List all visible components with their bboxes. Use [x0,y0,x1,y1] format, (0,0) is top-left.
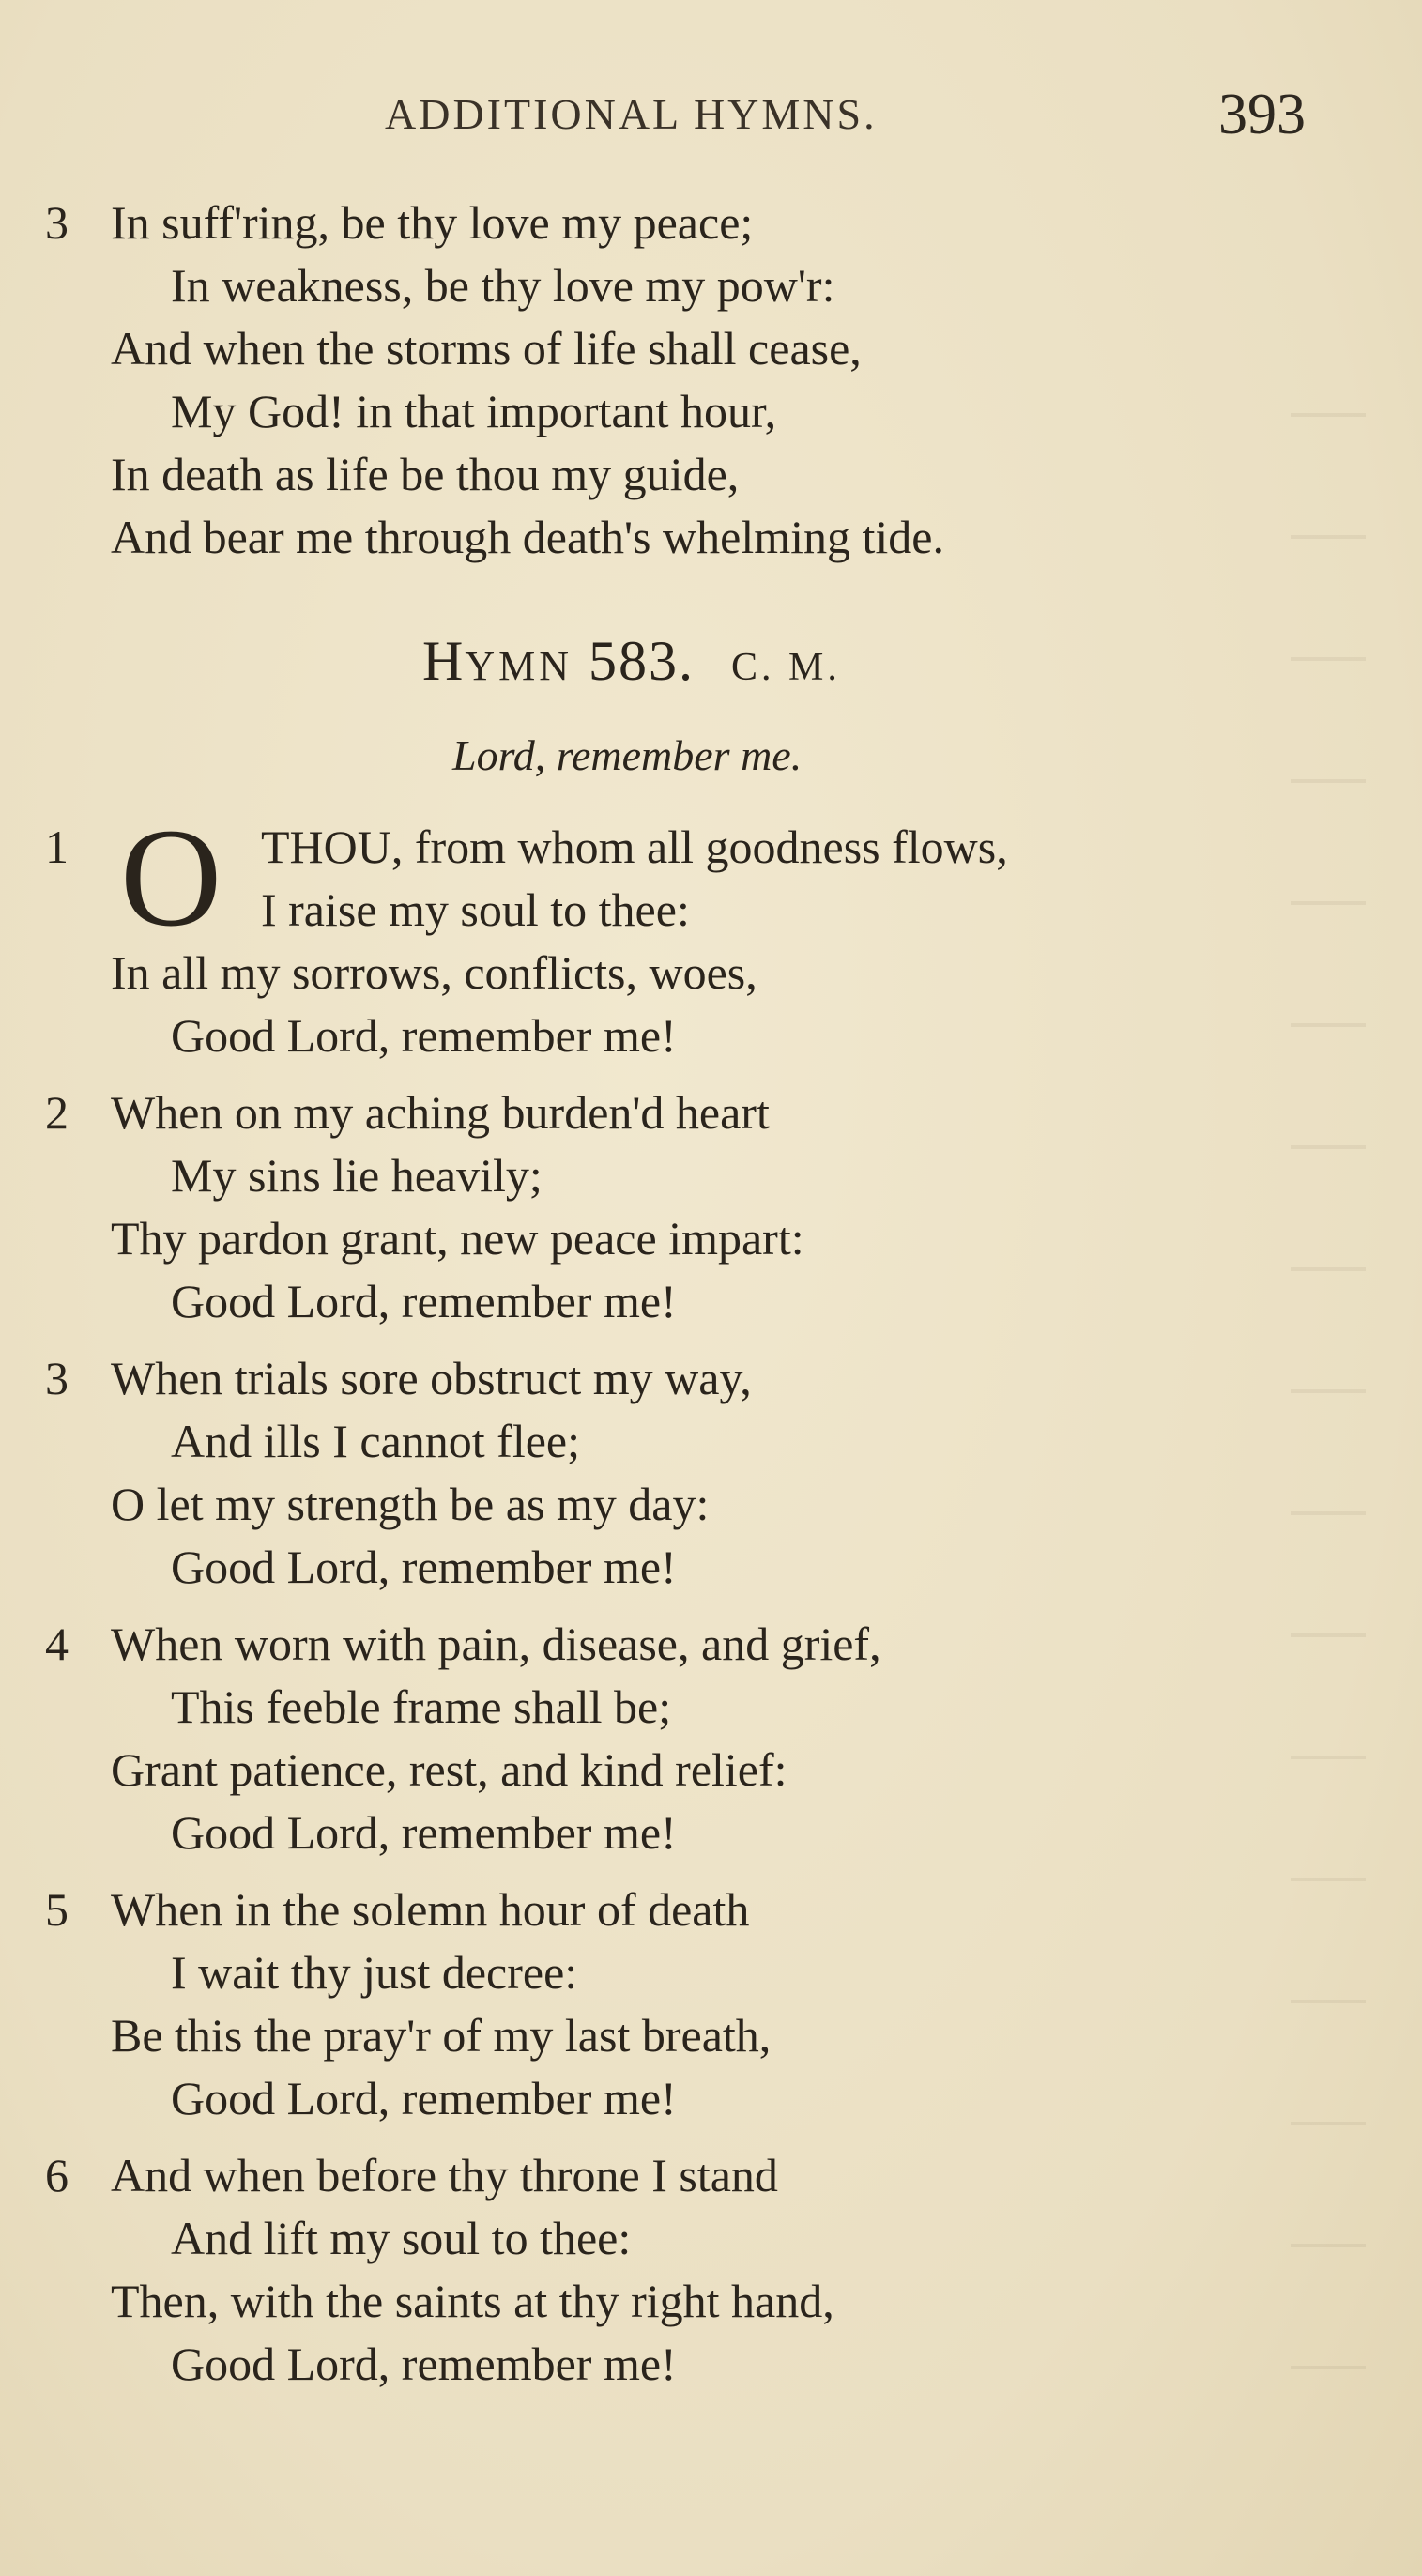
hymn-subtitle: Lord, remember me. [452,731,803,779]
running-head: ADDITIONAL HYMNS. [385,90,878,138]
page-header [0,83,1422,155]
show-through-text [1291,357,1366,2422]
hymn-title-word: YMN [465,643,573,689]
verse-line: THOU, from whom all goodness flows, [261,820,1008,873]
verse-line: I raise my soul to thee: [261,883,690,936]
verse-number: 3 [45,196,69,249]
verse-line: Good Lord, remember me! [171,2338,677,2390]
verse-line: And when before thy throne I stand [111,2149,778,2201]
verse-line: This feeble frame shall be; [171,1680,672,1733]
hymn-title [422,629,841,694]
verse-line: Thy pardon grant, new peace impart: [111,1212,804,1265]
verse-line: My God! in that important hour, [171,385,777,437]
verse-line: And lift my soul to thee: [171,2212,632,2264]
page-number: 393 [1218,83,1306,146]
verse-line: I wait thy just decree: [171,1946,578,1999]
verse-line: My sins lie heavily; [171,1149,543,1202]
verse-line: Good Lord, remember me! [171,1806,677,1859]
verse-line: Good Lord, remember me! [171,2072,677,2124]
verse-number: 1 [45,820,69,873]
hymn-title-initial: H [422,630,466,692]
verse-line: In death as life be thou my guide, [111,448,740,500]
verse-line: In suff'ring, be thy love my peace; [111,196,754,249]
verse-line: Good Lord, remember me! [171,1275,677,1327]
verse-line: O let my strength be as my day: [111,1478,710,1530]
verse-line: Good Lord, remember me! [171,1009,677,1062]
verse-line: Be this the pray'r of my last breath, [111,2009,772,2062]
verse-line: When in the solemn hour of death [111,1883,750,1936]
hymn-number: 583. [589,630,696,692]
verse-line: When on my aching burden'd heart [111,1086,770,1139]
verse-line: In weakness, be thy love my pow'r: [171,259,835,312]
verse-number: 5 [45,1883,69,1936]
verse-line: And bear me through death's whelming tide. [111,511,944,563]
verse-line: Good Lord, remember me! [171,1541,677,1593]
verse-line: In all my sorrows, conflicts, woes, [111,946,757,999]
hymn-meter: C. M. [731,646,841,689]
verse-number: 2 [45,1086,69,1139]
verse-line: Grant patience, rest, and kind relief: [111,1743,787,1796]
verse-line: When worn with pain, disease, and grief, [111,1618,881,1670]
verse-line: And ills I cannot flee; [171,1415,580,1467]
verse-number: 4 [45,1618,69,1670]
verse-number: 6 [45,2149,69,2201]
verse-line: When trials sore obstruct my way, [111,1352,752,1404]
verse-line: Then, with the saints at thy right hand, [111,2275,834,2327]
verse-number: 3 [45,1352,69,1404]
verse-line: And when the storms of life shall cease, [111,322,862,375]
drop-cap: O [120,800,222,956]
